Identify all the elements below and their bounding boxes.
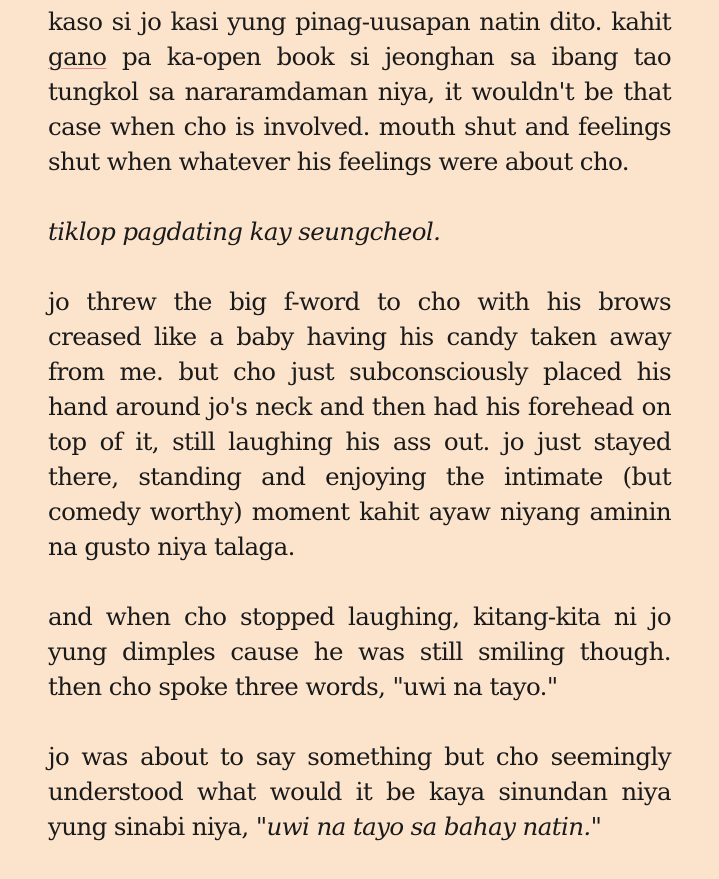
paragraph-2: tiklop pagdating kay seungcheol. [48,217,441,246]
paragraph-1 [48,4,671,179]
paragraph-5 [48,739,671,844]
story-text [48,4,671,879]
paragraph-1-line-1: kaso si jo kasi yung pinag-uusapan natin dito. kahit [48,7,671,36]
paragraph-5-quote: "uwi na tayo sa bahay natin." [255,812,602,841]
paragraph-4: and when cho stopped laughing, kitang-kita ni jo yung dimples cause he was still smiling though. then cho spoke three words, "uwi na tayo." [48,602,671,701]
paragraph-3: jo threw the big f-word to cho with his brows creased like a baby having his candy taken away from me. but cho just subconsciously placed his hand around jo's neck and then had his forehead on top of it, still laughing his ass out. jo just stayed there, standing and enjoying the intimate (but comedy worthy) moment kahit ayaw niyang aminin na gusto niya talaga. [48,287,671,561]
paragraph-1-rest: pa ka-open book si jeonghan sa ibang tao tungkol sa nararamdaman niya, it wouldn't be that case when cho is involved. mouth shut and feelings shut when whatever his feelings were about cho. [48,42,671,176]
paragraph-5-text: jo was about to say something but cho seemingly understood what would it be kaya sinundan niya yung sinabi niya, [48,742,671,841]
underlined-word: gano [48,42,107,71]
